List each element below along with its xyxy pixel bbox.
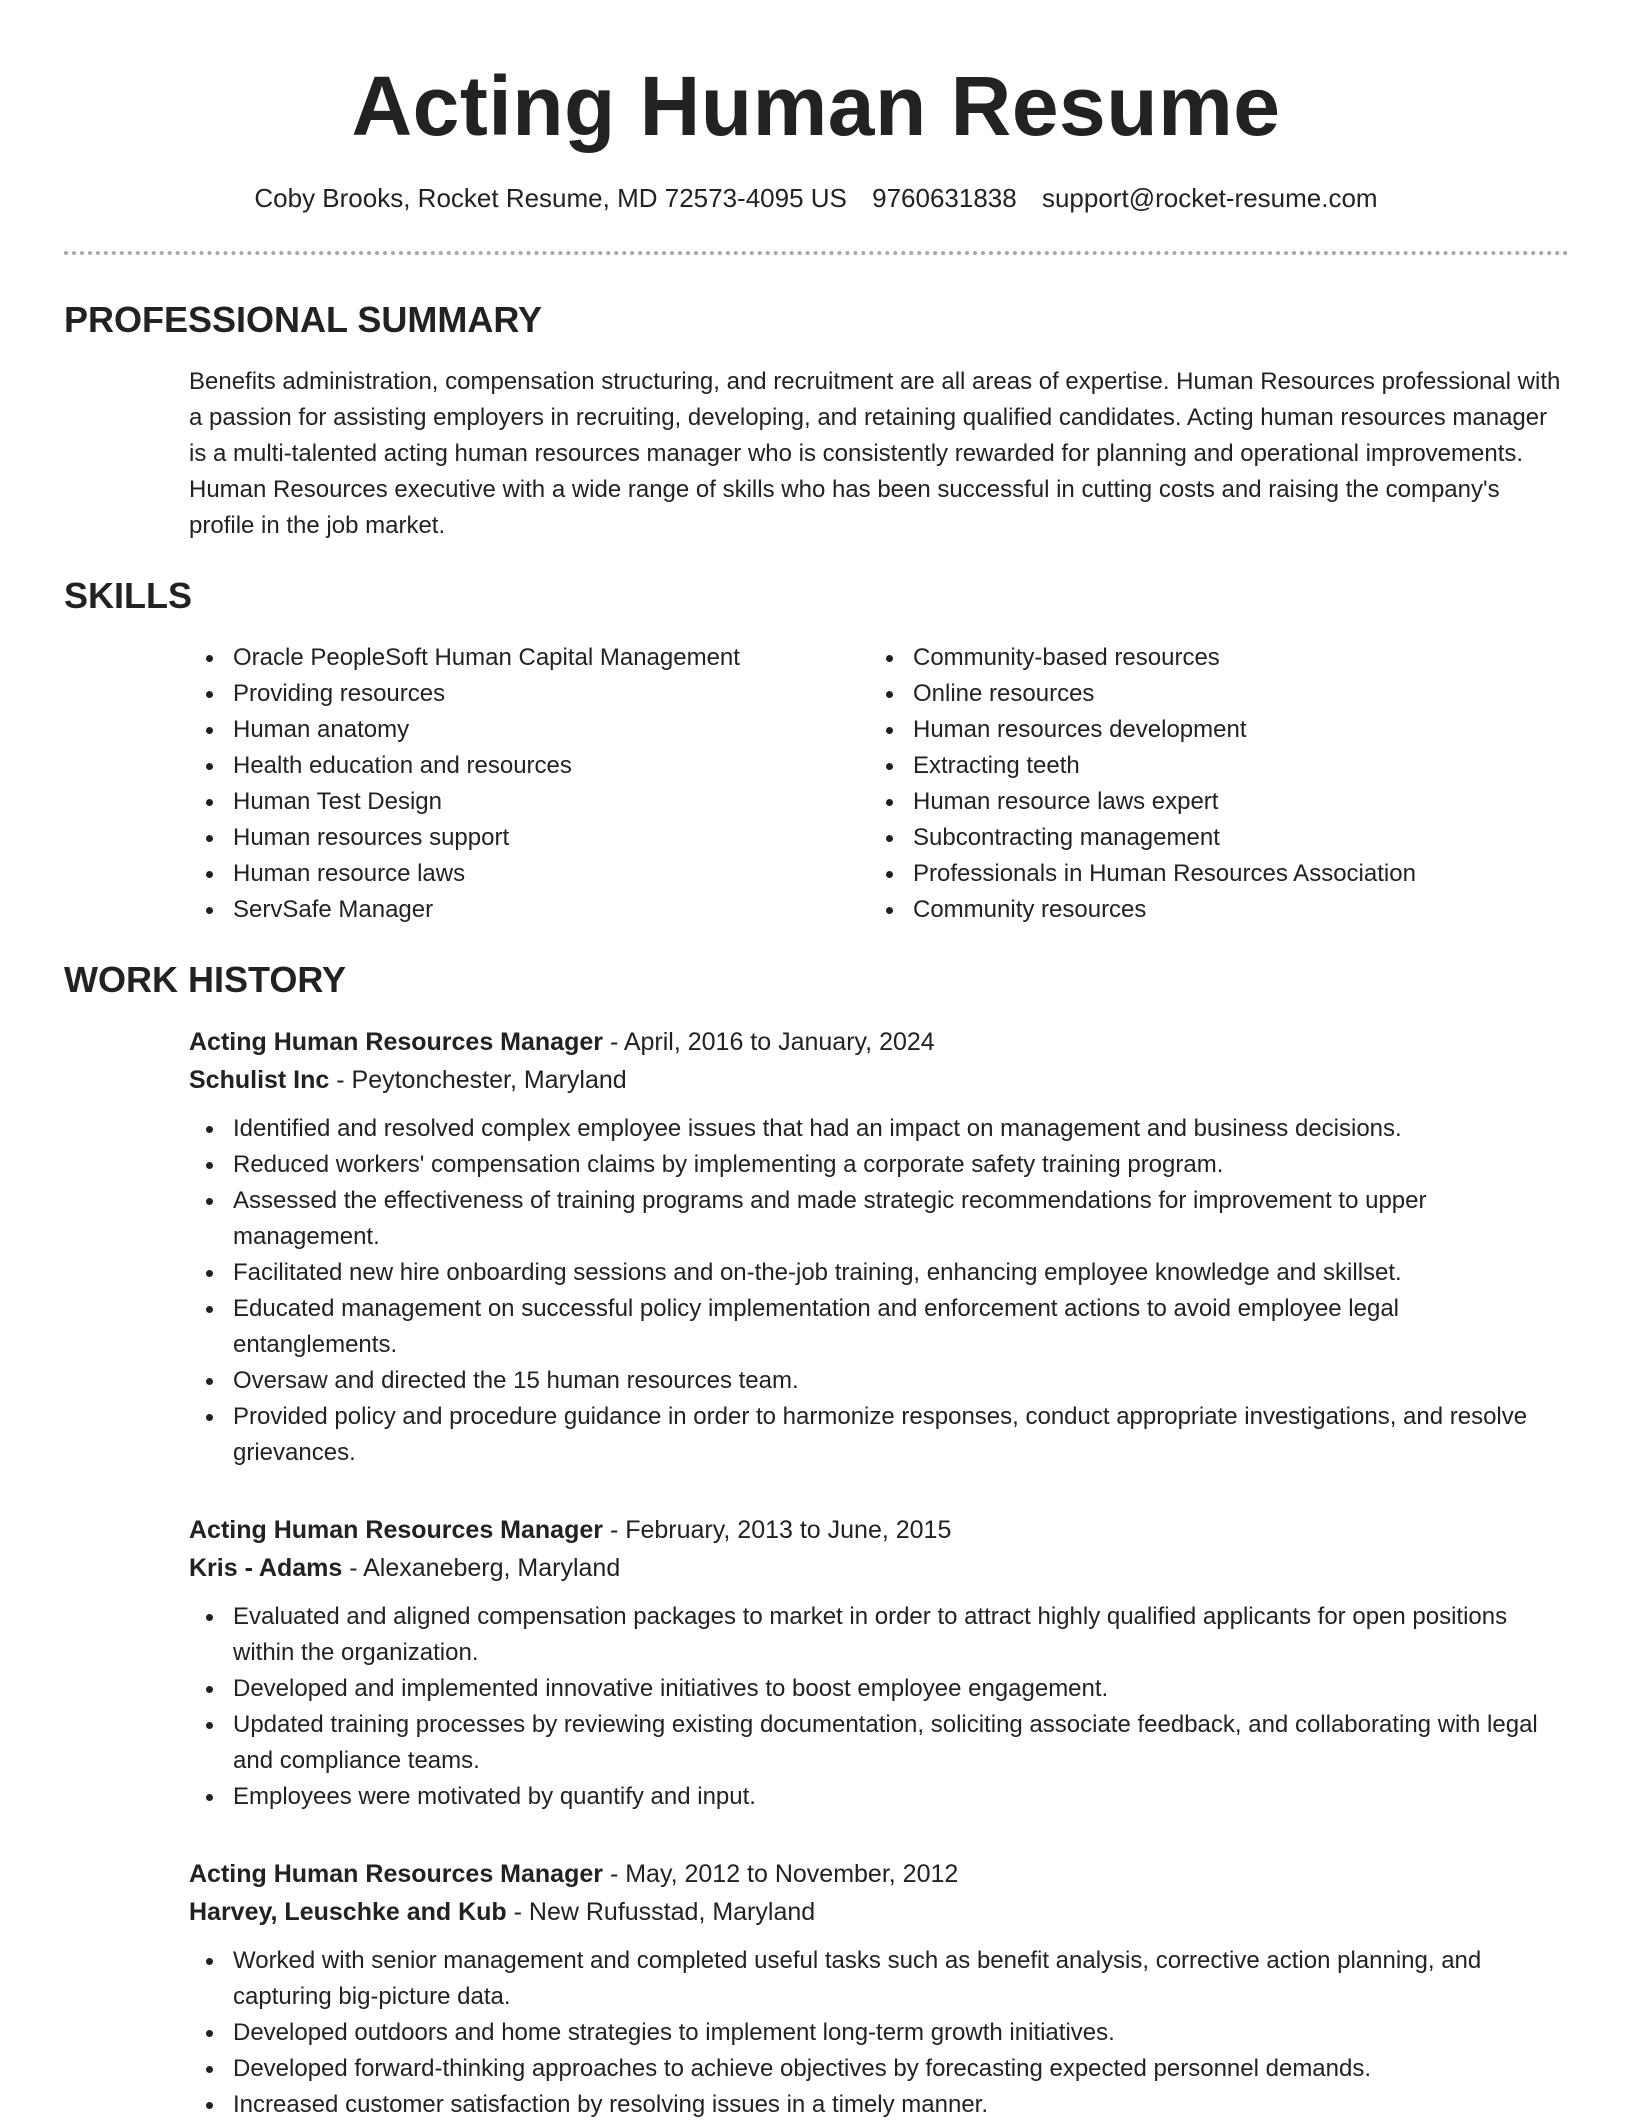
job-duties (189, 1599, 1569, 1815)
contact-address: Coby Brooks, Rocket Resume, MD 72573-4095 US (254, 183, 847, 213)
skill-item: Community-based resources (869, 640, 1549, 676)
job-location: - Peytonchester, Maryland (329, 1066, 627, 1094)
skill-item: Extracting teeth (869, 748, 1549, 784)
contact-phone: 9760631838 (872, 183, 1017, 213)
duty-item: Educated management on successful policy implementation and enforcement actions to avoid employee legal entanglements. (189, 1291, 1569, 1363)
job-company-line (189, 1893, 1569, 1931)
duty-item: Developed and implemented innovative initiatives to boost employee engagement. (189, 1671, 1569, 1707)
skills-column-right (869, 640, 1549, 928)
skill-item: Health education and resources (189, 748, 869, 784)
skill-item: Human resource laws expert (869, 784, 1549, 820)
job-dates: - February, 2013 to June, 2015 (603, 1516, 952, 1544)
skill-item: Human resources development (869, 712, 1549, 748)
skill-item: Professionals in Human Resources Association (869, 856, 1549, 892)
job-company: Kris - Adams (189, 1554, 343, 1582)
resume-title: Acting Human Resume (351, 59, 1281, 153)
skill-item: Human Test Design (189, 784, 869, 820)
job-duties (189, 1943, 1569, 2123)
job-company-line (189, 1549, 1569, 1587)
duty-item: Oversaw and directed the 15 human resources team. (189, 1363, 1569, 1399)
work-history-heading: WORK HISTORY (64, 959, 347, 1000)
duty-item: Identified and resolved complex employee issues that had an impact on management and business decisions. (189, 1111, 1569, 1147)
duty-item: Assessed the effectiveness of training programs and made strategic recommendations for improvement to upper management. (189, 1183, 1569, 1255)
job-title: Acting Human Resources Manager (189, 1028, 603, 1056)
duty-item: Provided policy and procedure guidance in order to harmonize responses, conduct appropriate investigations, and resolve grievances. (189, 1399, 1569, 1471)
duty-item: Facilitated new hire onboarding sessions and on-the-job training, enhancing employee knowledge and skillset. (189, 1255, 1569, 1291)
skill-item: ServSafe Manager (189, 892, 869, 928)
skill-item: Online resources (869, 676, 1549, 712)
summary-text: Benefits administration, compensation structuring, and recruitment are all areas of expertise. Human Resources professional with a passion for assisting employers in recruiting, developing, and retaining qualified candidates. Acting human resources manager is a multi-talented acting human resources manager who is consistently rewarded for planning and operational improvements. Human Resources executive with a wide range of skills who has been successful in cutting costs and raising the company's profile in the job market. (189, 368, 1561, 539)
job-title-line (189, 1855, 1569, 1893)
skills-heading: SKILLS (64, 575, 193, 616)
skill-item: Community resources (869, 892, 1549, 928)
skill-item: Human anatomy (189, 712, 869, 748)
job-location: - New Rufusstad, Maryland (506, 1898, 816, 1926)
job-company: Schulist Inc (189, 1066, 330, 1094)
duty-item: Developed forward-thinking approaches to achieve objectives by forecasting expected personnel demands. (189, 2051, 1569, 2087)
duty-item: Developed outdoors and home strategies to implement long-term growth initiatives. (189, 2015, 1569, 2051)
duty-item: Evaluated and aligned compensation packages to market in order to attract highly qualified applicants for open positions within the organization. (189, 1599, 1569, 1671)
job-dates: - May, 2012 to November, 2012 (603, 1860, 959, 1888)
job-title: Acting Human Resources Manager (189, 1516, 603, 1544)
job-title-line (189, 1023, 1569, 1061)
skill-item: Providing resources (189, 676, 869, 712)
job-entry (189, 1855, 1569, 2123)
duty-item: Reduced workers' compensation claims by implementing a corporate safety training program. (189, 1147, 1569, 1183)
skill-item: Subcontracting management (869, 820, 1549, 856)
job-company-line (189, 1061, 1569, 1099)
duty-item: Updated training processes by reviewing existing documentation, soliciting associate feedback, and collaborating with legal and compliance teams. (189, 1707, 1569, 1779)
duty-item: Worked with senior management and completed useful tasks such as benefit analysis, corrective action planning, and capturing big-picture data. (189, 1943, 1569, 2015)
duty-item: Employees were motivated by quantify and input. (189, 1779, 1569, 1815)
job-title: Acting Human Resources Manager (189, 1860, 603, 1888)
job-duties (189, 1111, 1569, 1471)
skill-item: Human resource laws (189, 856, 869, 892)
job-company: Harvey, Leuschke and Kub (189, 1898, 507, 1926)
job-dates: - April, 2016 to January, 2024 (603, 1028, 935, 1056)
skill-item: Human resources support (189, 820, 869, 856)
job-entry (189, 1023, 1569, 1471)
job-entry (189, 1511, 1569, 1815)
skills-list (189, 640, 1569, 928)
skill-item: Oracle PeopleSoft Human Capital Management (189, 640, 869, 676)
duty-item: Increased customer satisfaction by resolving issues in a timely manner. (189, 2087, 1569, 2123)
skills-column-left (189, 640, 869, 928)
job-title-line (189, 1511, 1569, 1549)
contact-email: support@rocket-resume.com (1041, 183, 1378, 213)
summary-heading: PROFESSIONAL SUMMARY (64, 299, 543, 340)
header-divider (64, 251, 1569, 255)
job-location: - Alexaneberg, Maryland (342, 1554, 621, 1582)
contact-line (0, 180, 1632, 216)
